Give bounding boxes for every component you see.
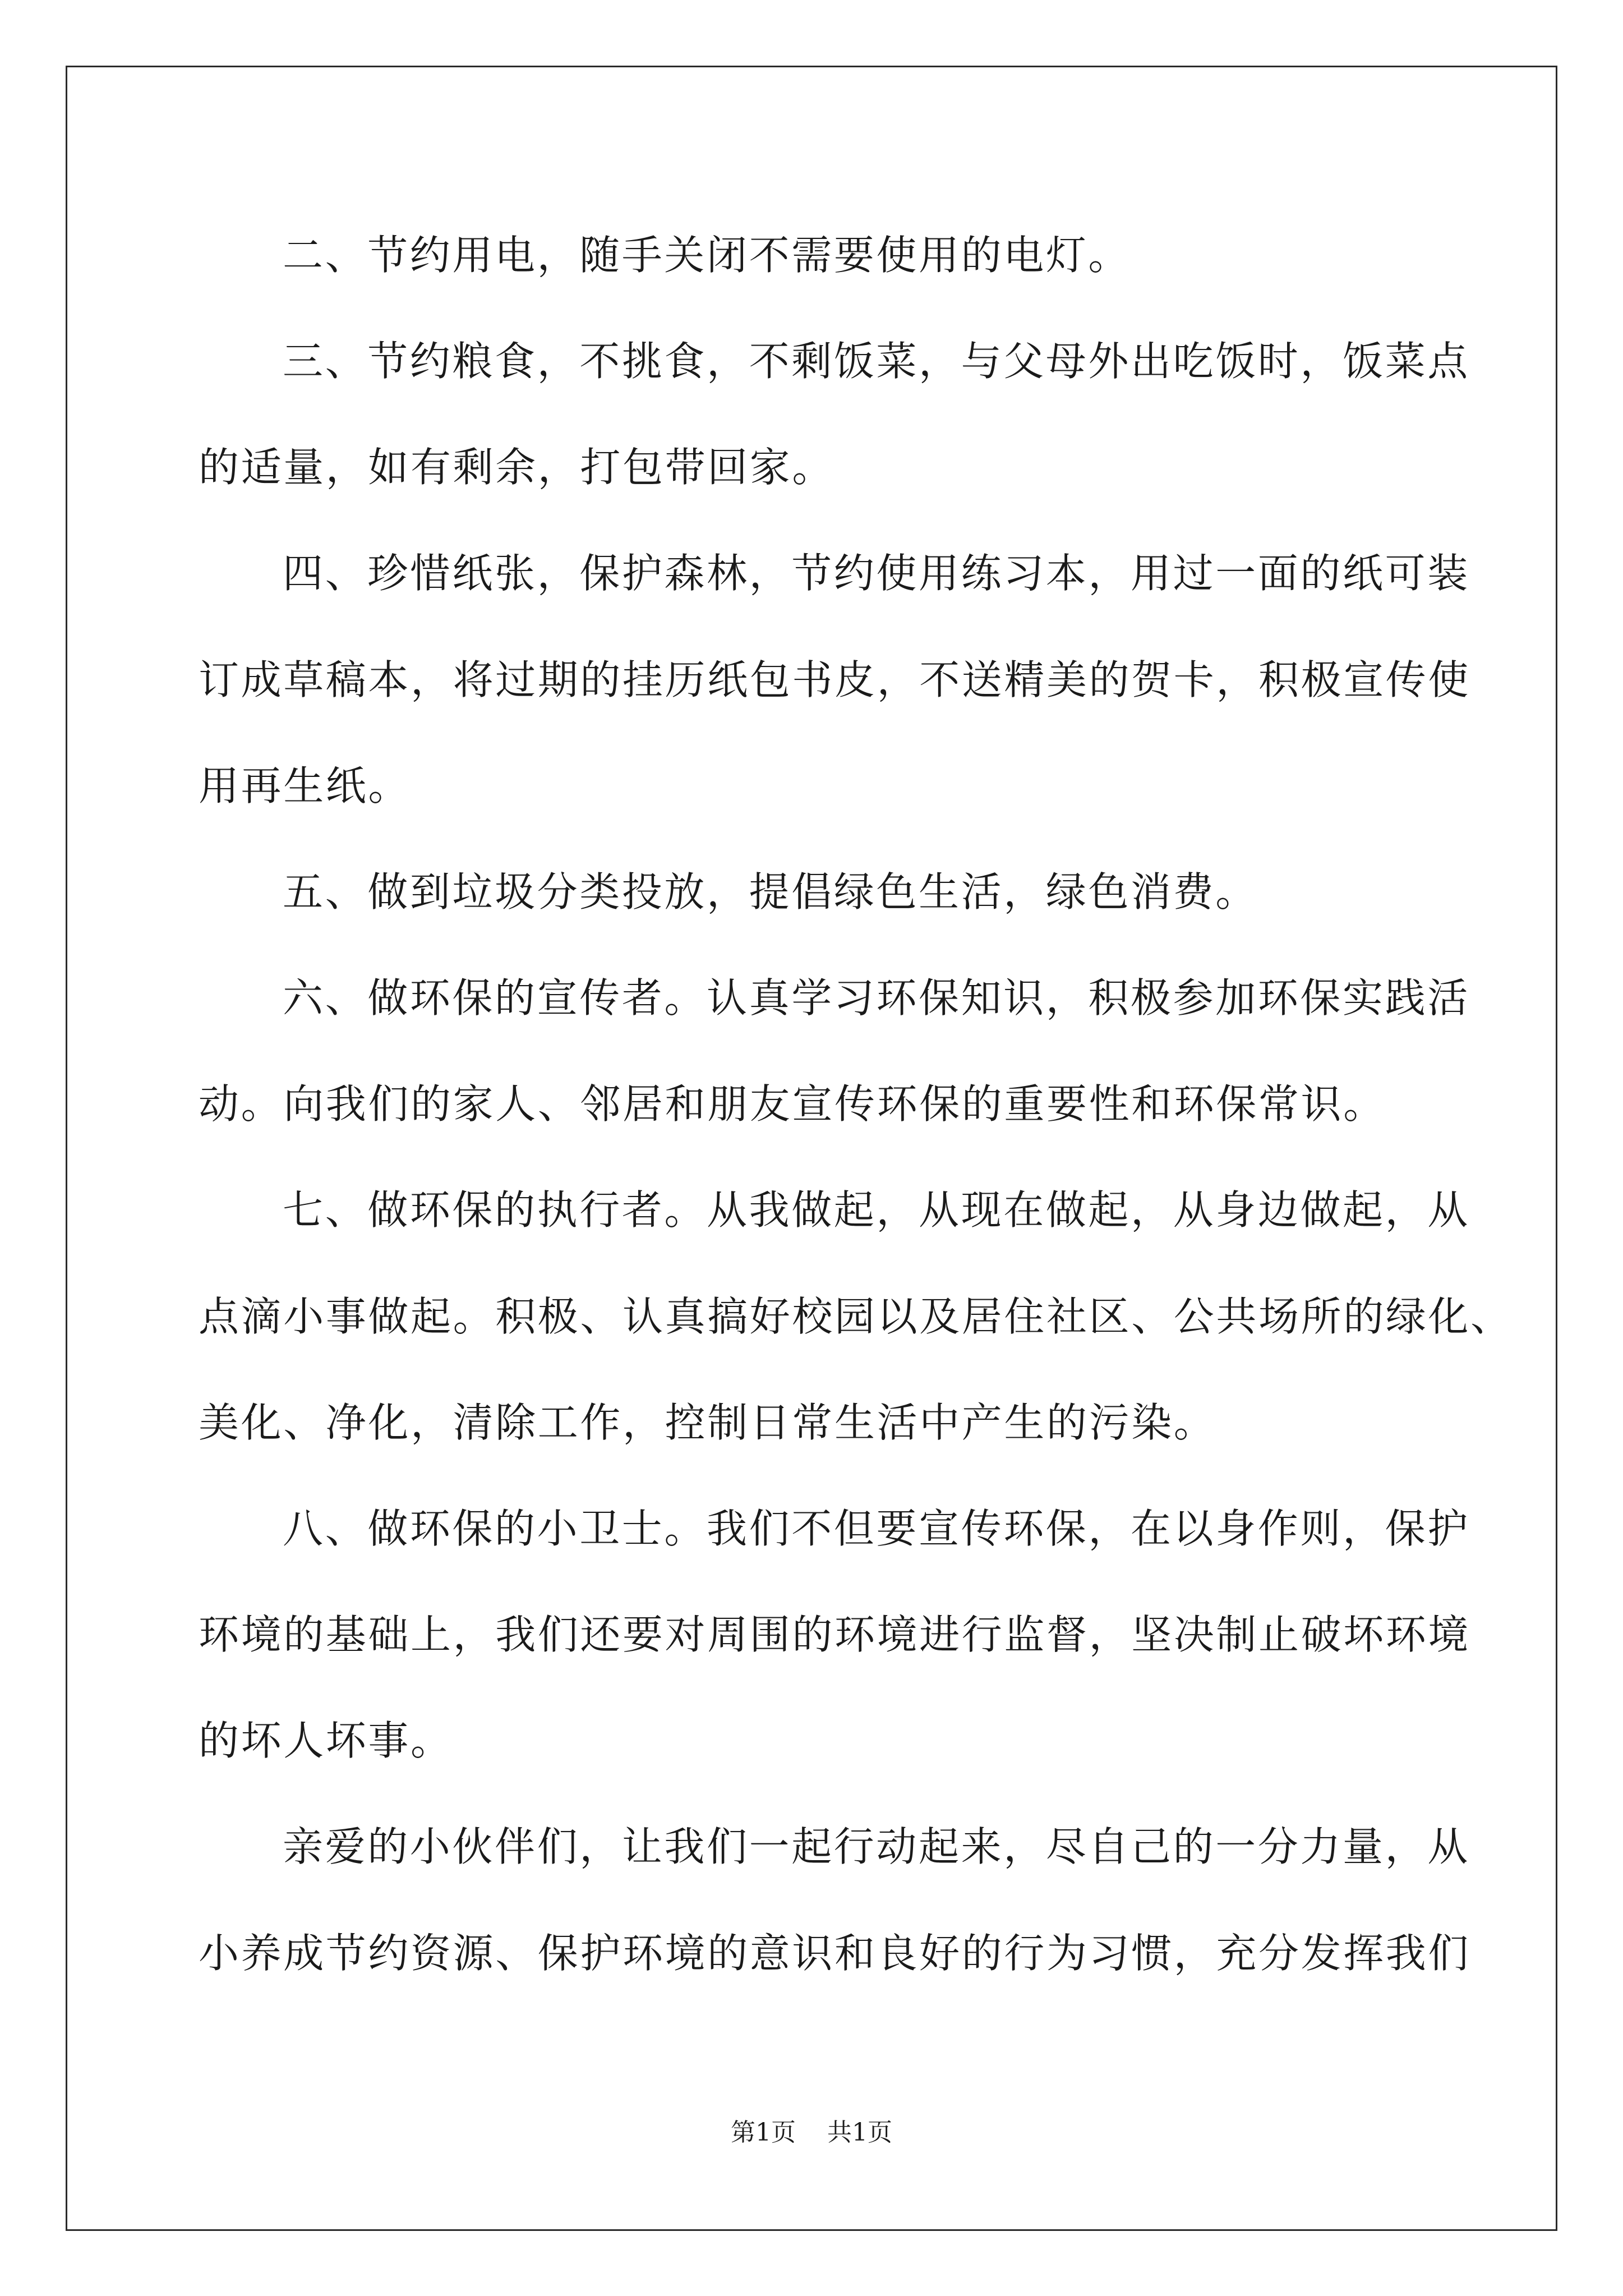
page-footer (0, 2120, 1623, 2145)
paragraph-line: 八、做环保的小卫士。我们不但要宣传环保，在以身作则，保护 (283, 1505, 1470, 1552)
paragraph-line: 美化、净化，清除工作，控制日常生活中产生的污染。 (199, 1399, 1216, 1446)
paragraph-line: 动。向我们的家人、邻居和朋友宣传环保的重要性和环保常识。 (199, 1080, 1386, 1128)
paragraph-line: 的坏人坏事。 (199, 1717, 453, 1764)
paragraph-line: 订成草稿本，将过期的挂历纸包书皮，不送精美的贺卡，积极宣传使 (199, 656, 1471, 703)
page-number: 第1页 (731, 2118, 796, 2147)
page-total: 共1页 (827, 2118, 892, 2147)
paragraph-line: 二、节约用电，随手关闭不需要使用的电灯。 (283, 232, 1131, 279)
paragraph-line: 七、做环保的执行者。从我做起，从现在做起，从身边做起，从 (283, 1186, 1470, 1234)
paragraph-line: 亲爱的小伙伴们，让我们一起行动起来，尽自己的一分力量，从 (283, 1823, 1470, 1870)
paragraph-line: 六、做环保的宣传者。认真学习环保知识，积极参加环保实践活 (283, 974, 1470, 1022)
paragraph-line: 点滴小事做起。积极、认真搞好校园以及居住社区、公共场所的绿化、 (199, 1293, 1513, 1340)
paragraph-line: 三、节约粮食，不挑食，不剩饭菜，与父母外出吃饭时，饭菜点 (283, 338, 1470, 385)
paragraph-line: 用再生纸。 (199, 762, 411, 809)
paragraph-line: 环境的基础上，我们还要对周围的环境进行监督，坚决制止破坏环境 (199, 1611, 1471, 1658)
paragraph-line: 四、珍惜纸张，保护森林，节约使用练习本，用过一面的纸可装 (283, 550, 1470, 597)
paragraph-line: 的适量，如有剩余，打包带回家。 (199, 444, 835, 491)
page-border (66, 66, 1557, 2231)
paragraph-line: 小养成节约资源、保护环境的意识和良好的行为习惯，充分发挥我们 (199, 1930, 1471, 1977)
paragraph-line: 五、做到垃圾分类投放，提倡绿色生活，绿色消费。 (283, 868, 1258, 915)
